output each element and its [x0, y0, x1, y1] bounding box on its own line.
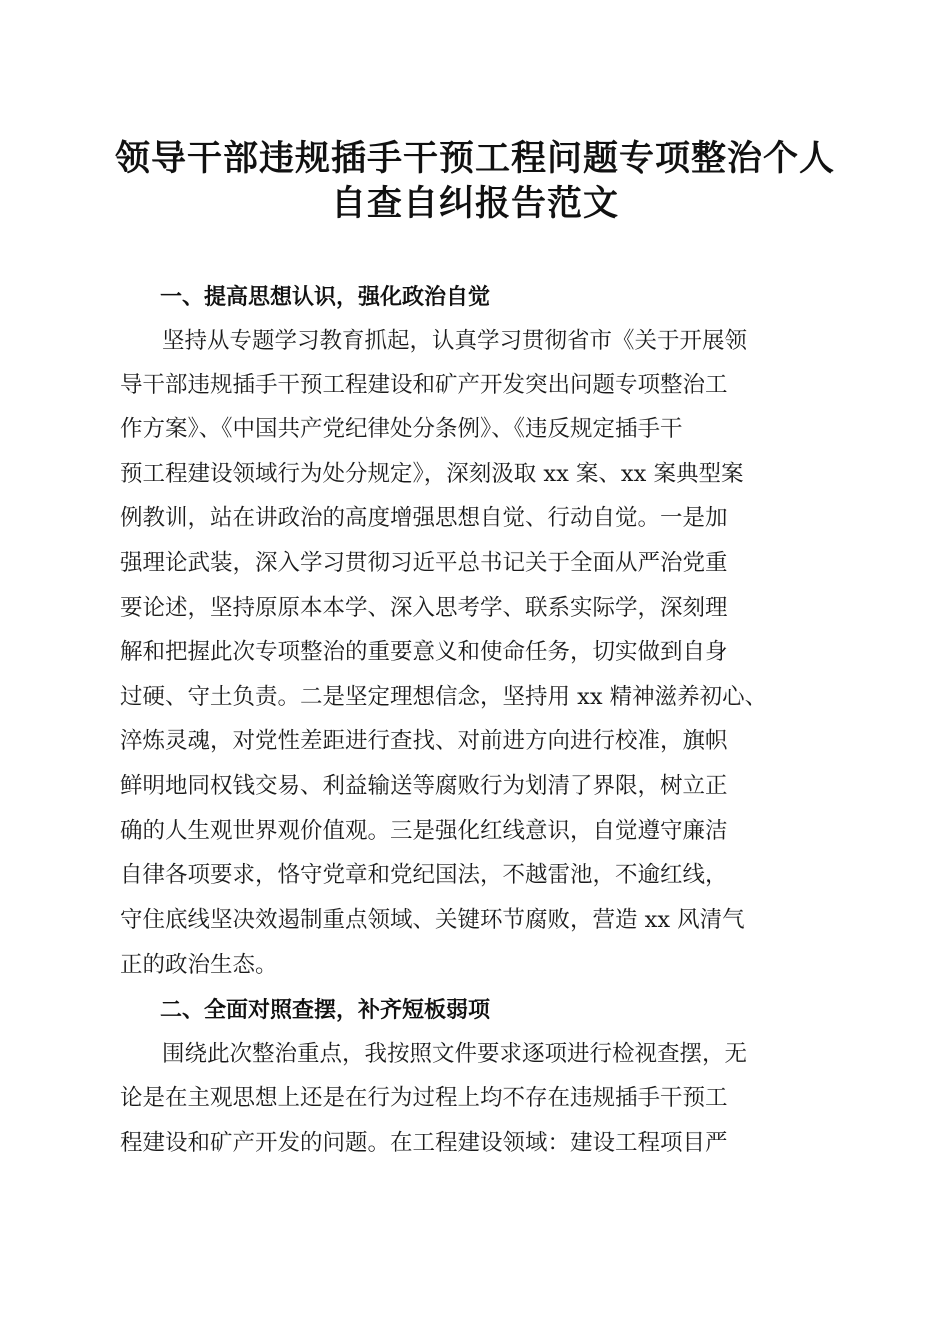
document-title-line-1: 领导干部违规插手干预工程问题专项整治个人 [114, 138, 835, 179]
paragraph-line: 预工程建设领域行为处分规定》，深刻汲取 xx 案、xx 案典型案 [120, 461, 744, 487]
paragraph-line: 守住底线坚决效遏制重点领域、关键环节腐败，营造 xx 风清气 [120, 907, 745, 933]
document-title-line-2: 自查自纠报告范文 [330, 183, 619, 224]
paragraph-line: 正的政治生态。 [120, 952, 278, 978]
paragraph-line: 淬炼灵魂，对党性差距进行查找、对前进方向进行校准，旗帜 [120, 728, 728, 754]
paragraph-line: 解和把握此次专项整治的重要意义和使命任务，切实做到自身 [120, 639, 728, 665]
paragraph-line: 要论述，坚持原原本本学、深入思考学、联系实际学，深刻理 [120, 595, 728, 621]
paragraph-line: 论是在主观思想上还是在行为过程上均不存在违规插手干预工 [120, 1085, 728, 1111]
paragraph-line: 过硬、守土负责。二是坚定理想信念，坚持用 xx 精神滋养初心、 [120, 684, 768, 710]
paragraph-line: 作方案》、《中国共产党纪律处分条例》、《违反规定插手干 [120, 416, 683, 442]
paragraph-line: 确的人生观世界观价值观。三是强化红线意识，自觉遵守廉洁 [120, 818, 728, 844]
paragraph-line: 例教训，站在讲政治的高度增强思想自觉、行动自觉。一是加 [120, 505, 728, 531]
paragraph-line: 强理论武装，深入学习贯彻习近平总书记关于全面从严治党重 [120, 550, 728, 576]
section-2-heading: 二、全面对照查摆，补齐短板弱项 [160, 998, 491, 1023]
section-1-heading: 一、提高思想认识，强化政治自觉 [160, 285, 491, 310]
paragraph-line: 程建设和矿产开发的问题。在工程建设领域：建设工程项目严 [120, 1130, 728, 1156]
paragraph-line: 坚持从专题学习教育抓起，认真学习贯彻省市《关于开展领 [162, 328, 748, 354]
paragraph-line: 自律各项要求，恪守党章和党纪国法，不越雷池，不逾红线， [120, 862, 728, 888]
paragraph-line: 导干部违规插手干预工程建设和矿产开发突出问题专项整治工 [120, 372, 728, 398]
paragraph-line: 围绕此次整治重点，我按照文件要求逐项进行检视查摆，无 [162, 1041, 748, 1067]
paragraph-line: 鲜明地同权钱交易、利益输送等腐败行为划清了界限，树立正 [120, 773, 728, 799]
